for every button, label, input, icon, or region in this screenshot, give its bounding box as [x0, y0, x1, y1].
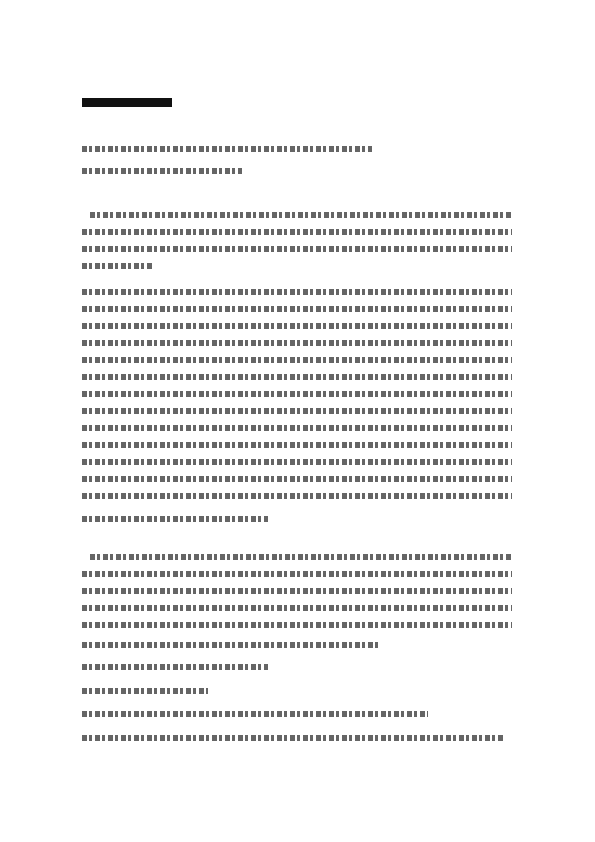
paragraph-line: [82, 622, 512, 628]
paragraph-line: [82, 493, 512, 499]
paragraph-line: [82, 289, 512, 295]
document-heading: [82, 98, 172, 107]
paragraph-line: [82, 340, 512, 346]
paragraph-line: [82, 246, 512, 252]
subheading-line: [82, 146, 372, 152]
paragraph-line: [82, 571, 512, 577]
paragraph-line: [82, 476, 512, 482]
trailing-line: [82, 664, 268, 670]
paragraph-line: [82, 425, 512, 431]
paragraph-line: [82, 459, 512, 465]
paragraph-line: [82, 642, 378, 648]
paragraph-line: [82, 357, 512, 363]
paragraph-line: [82, 588, 512, 594]
paragraph-line: [82, 391, 512, 397]
paragraph-line: [90, 554, 512, 560]
paragraph-line: [90, 212, 512, 218]
paragraph-line: [82, 323, 512, 329]
trailing-line: [82, 735, 504, 741]
paragraph-line: [82, 442, 512, 448]
trailing-line: [82, 688, 208, 694]
paragraph-line: [82, 605, 512, 611]
paragraph-line: [82, 374, 512, 380]
paragraph-line: [82, 306, 512, 312]
subheading-line: [82, 168, 242, 174]
paragraph-line: [82, 516, 268, 522]
paragraph-line: [82, 229, 512, 235]
trailing-line: [82, 711, 428, 717]
paragraph-line: [82, 263, 152, 269]
paragraph-line: [82, 408, 512, 414]
